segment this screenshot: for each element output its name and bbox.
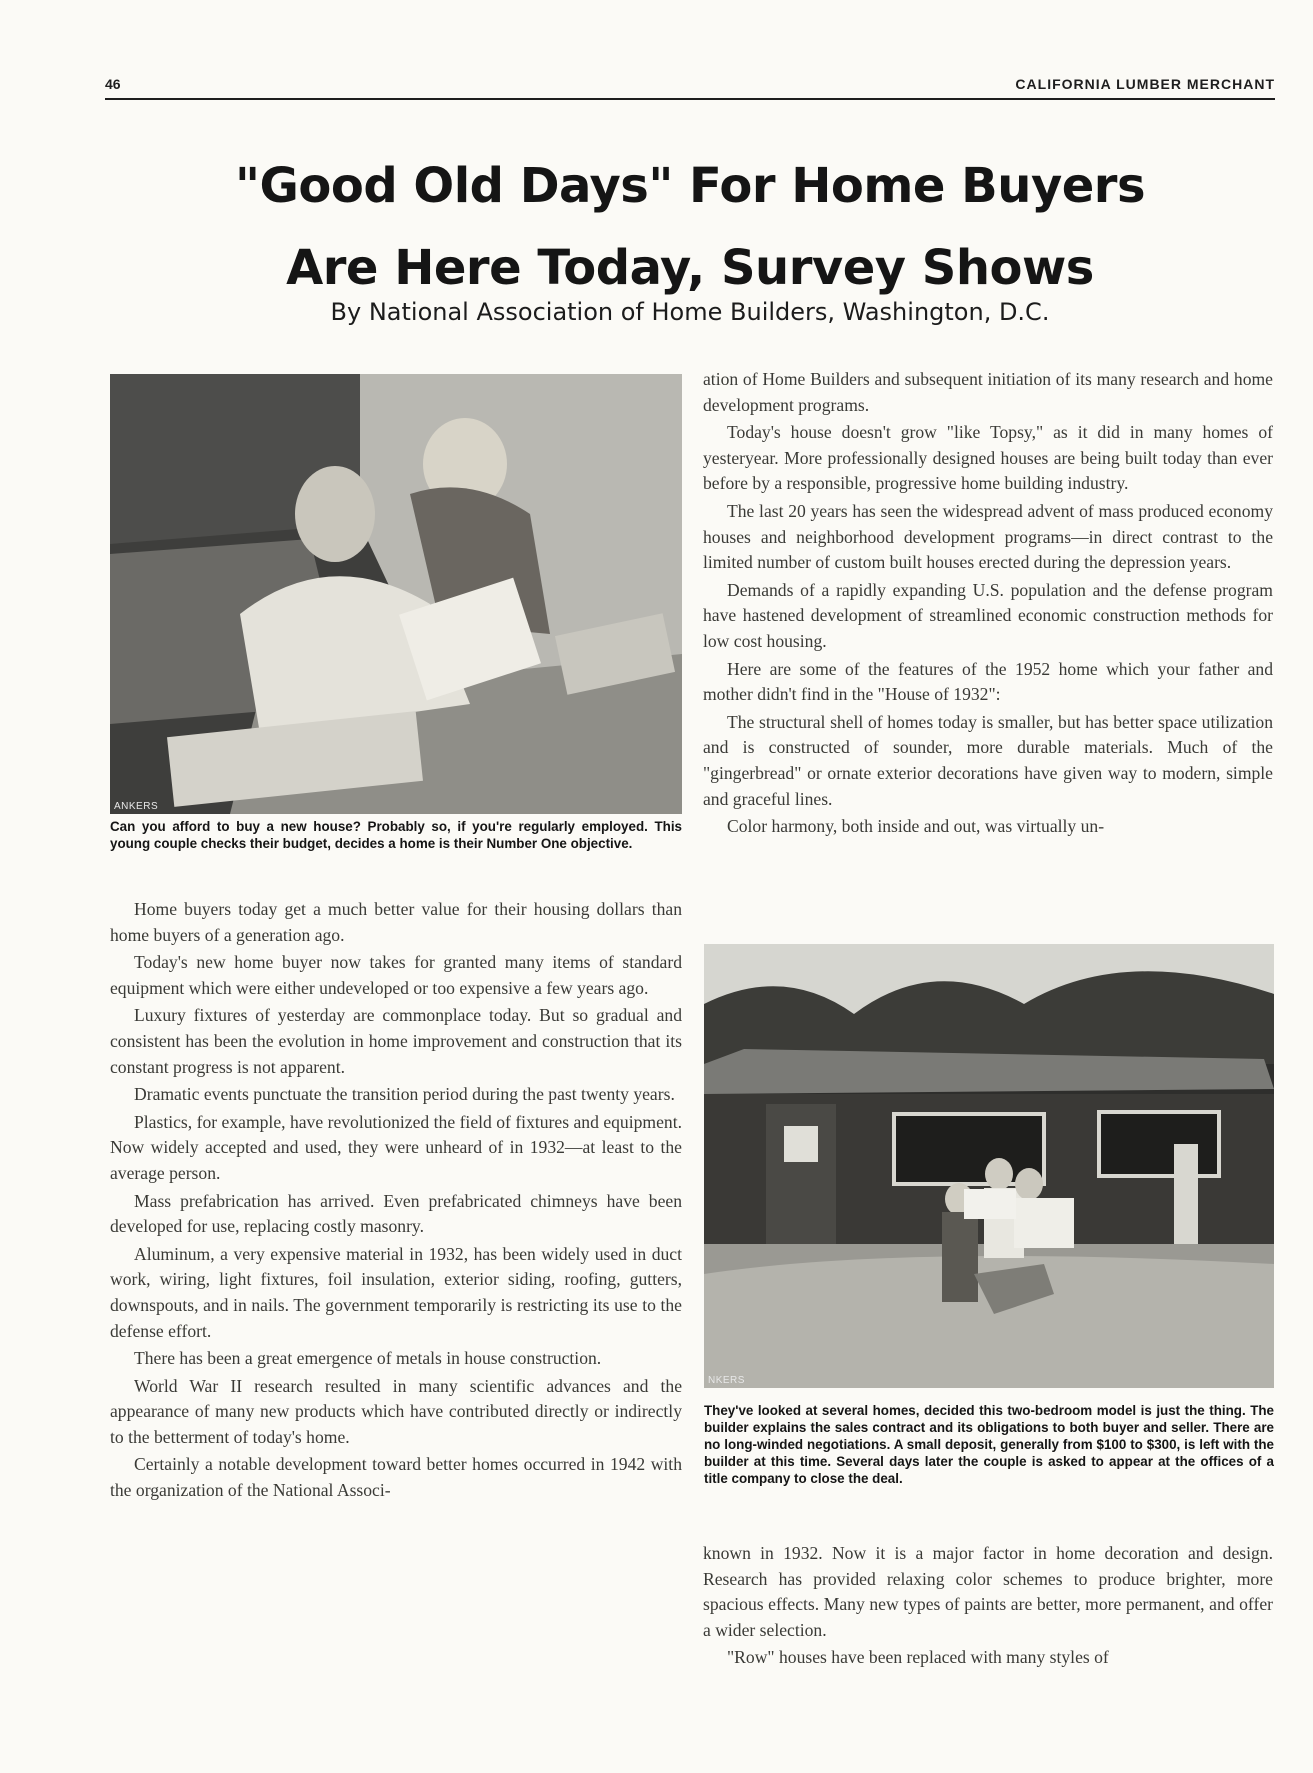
paragraph: Here are some of the features of the 1952 home which your father and mother didn't find in the "House of 1932": [703,658,1273,705]
photo-credit: NKERS [708,1375,745,1386]
photo-credit: ANKERS [114,801,159,812]
headline-line-2: Are Here Today, Survey Shows [286,240,1094,296]
house-contract-illustration [704,944,1274,1388]
paragraph: Home buyers today get a much better value for their housing dollars than home buyers of a generation ago. [110,899,682,945]
couple-budget-photo [110,374,682,814]
paragraph: The structural shell of homes today is smaller, but has better space utilization and is constructed of sounder, more durable materials. Much of the "gingerbread" or ornate exterior decorations have given way to modern, simple and graceful lines. [703,711,1273,809]
paragraph: Demands of a rapidly expanding U.S. population and the defense program have hastened development of streamlined economic construction methods for low cost housing. [703,579,1273,651]
paragraph: known in 1932. Now it is a major factor in home decoration and design. Research has provided relaxing color schemes to produce brighter, more spacious effects. Many new types of paints are better, more permanent, and offer a wider selection. [703,1543,1273,1640]
page-number: 46 [105,76,121,92]
article-byline: By National Association of Home Builders, Washington, D.C. [330,298,1050,326]
right-column-top [703,367,1273,842]
paragraph: World War II research resulted in many scientific advances and the appearance of many new products which have contributed directly or indirectly to the betterment of today's home. [110,1375,682,1447]
paragraph: Certainly a notable development toward better homes occurred in 1942 with the organization of the National Associ- [110,1454,682,1501]
paragraph: Aluminum, a very expensive material in 1932, has been widely used in duct work, wiring, light fixtures, foil insulation, exterior siding, roofing, gutters, downspouts, and in nails. The government temporarily is restricting its use to the defense effort. [110,1243,682,1341]
paragraph: Luxury fixtures of yesterday are commonplace today. But so gradual and consistent has been the evolution in home improvement and construction that its constant progress is not apparent. [110,1005,682,1077]
paragraph: Today's new home buyer now takes for granted many items of standard equipment which were either undeveloped or too expensive a few years ago. [110,952,682,998]
paragraph: Plastics, for example, have revolutionized the field of fixtures and equipment. Now widely accepted and used, they were unheard of in 1932—at least to the average person. [110,1111,682,1183]
right-column-bottom [703,1541,1273,1673]
paragraph: There has been a great emergence of metals in house construction. [134,1348,602,1369]
house-contract-photo [704,944,1274,1388]
photo-caption-2: They've looked at several homes, decided this two-bedroom model is just the thing. The builder explains the sales contract and its obligations to both buyer and seller. There are no long-winded negotiations. A small deposit, generally from $100 to $300, is left with the builder at this time. Several days later the couple is asked to appear at the offices of a title company to close the deal. [704,1403,1274,1486]
publication-name: CALIFORNIA LUMBER MERCHANT [1015,76,1275,92]
paragraph: Dramatic events punctuate the transition period during the past twenty years. [134,1084,675,1105]
paragraph: ation of Home Builders and subsequent initiation of its many research and home development programs. [703,369,1273,415]
paragraph: Today's house doesn't grow "like Topsy," as it did in many homes of yesteryear. More professionally designed houses are being built today than ever before by a responsible, progressive home building industry. [703,422,1273,494]
paragraph: Color harmony, both inside and out, was virtually un- [727,816,1105,837]
paragraph: Mass prefabrication has arrived. Even prefabricated chimneys have been developed for use, replacing costly masonry. [110,1190,682,1237]
running-header [105,74,1275,100]
left-column [110,897,682,1506]
article-headline [105,145,1275,309]
headline-line-1: "Good Old Days" For Home Buyers [234,158,1146,214]
paragraph: "Row" houses have been replaced with many styles of [727,1647,1109,1668]
photo-caption-1: Can you afford to buy a new house? Probably so, if you're regularly employed. This young couple checks their budget, decides a home is their Number One objective. [110,819,682,851]
couple-budget-illustration [110,374,682,814]
paragraph: The last 20 years has seen the widespread advent of mass produced economy houses and neighborhood development programs—in direct contrast to the limited number of custom built houses erected during the depression years. [703,500,1273,573]
